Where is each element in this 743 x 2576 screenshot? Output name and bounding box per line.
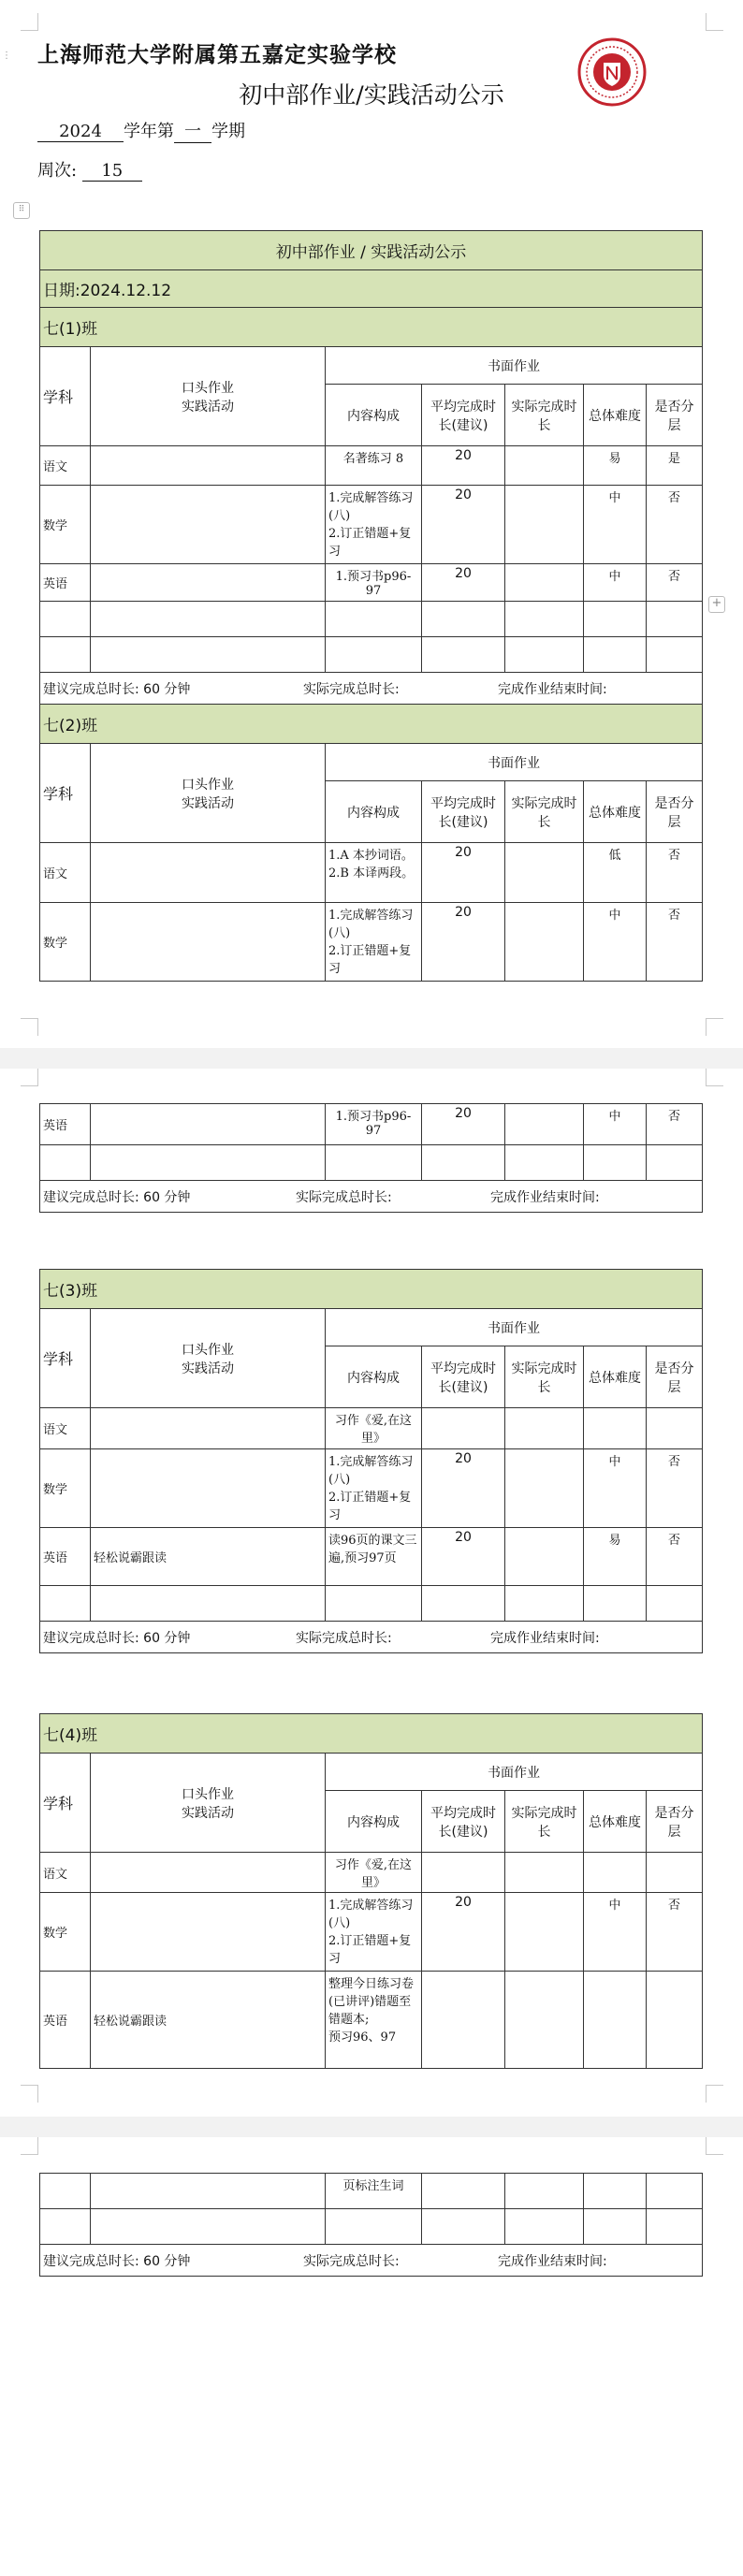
cell-time: 20 <box>422 1449 505 1528</box>
table-date: 日期:2024.12.12 <box>40 270 703 308</box>
header-layered: 是否分层 <box>647 781 703 843</box>
cell-layered <box>647 1972 703 2069</box>
header-difficulty: 总体难度 <box>584 385 647 446</box>
cell-subject: 英语 <box>40 564 91 602</box>
footer-actual: 实际完成总时长: <box>296 1189 392 1205</box>
cell-layered: 否 <box>647 564 703 602</box>
cell-subject: 语文 <box>40 446 91 486</box>
table-footer <box>40 673 703 705</box>
table-drag-handle[interactable]: ⠿ <box>13 202 30 219</box>
week-value: 15 <box>82 161 142 182</box>
cell-content: 1.A 本抄词语。2.B 本译两段。 <box>326 843 422 903</box>
homework-table-part-2 <box>39 1103 703 1213</box>
cell-actual <box>505 843 584 903</box>
cell-layered: 否 <box>647 1449 703 1528</box>
cell-actual <box>505 1528 584 1586</box>
cell-oral <box>91 903 326 982</box>
table-row <box>40 903 703 982</box>
page-2 <box>0 1069 743 2117</box>
table-row <box>40 1853 703 1893</box>
cell-content: 1.完成解答练习(八) 2.订正错题+复习 <box>326 1893 422 1972</box>
cell-oral <box>91 843 326 903</box>
cell-content: 读96页的课文三遍,预习97页 <box>326 1528 422 1586</box>
cell-subject: 语文 <box>40 1853 91 1893</box>
cell-oral <box>91 1893 326 1972</box>
class-title: 七(1)班 <box>40 308 703 347</box>
cell-difficulty: 易 <box>584 446 647 486</box>
cell-content: 1.完成解答练习(八) 2.订正错题+复习 <box>326 1449 422 1528</box>
footer-suggest: 建议完成总时长: 60 分钟 <box>43 2253 191 2269</box>
table-row-empty <box>40 1145 703 1181</box>
footer-actual: 实际完成总时长: <box>303 2253 400 2269</box>
cell-oral <box>91 564 326 602</box>
cell-actual <box>505 446 584 486</box>
cell-time: 20 <box>422 564 505 602</box>
header-oral: 口头作业 实践活动 <box>91 1754 326 1853</box>
cell-oral <box>91 486 326 564</box>
table-row <box>40 1408 703 1449</box>
cell-layered: 否 <box>647 486 703 564</box>
cell-time: 20 <box>422 446 505 486</box>
cell-subject: 语文 <box>40 1408 91 1449</box>
footer-suggest: 建议完成总时长: 60 分钟 <box>43 1630 191 1646</box>
header-oral: 口头作业 实践活动 <box>91 347 326 446</box>
cell-oral <box>91 1853 326 1893</box>
header-difficulty: 总体难度 <box>584 1791 647 1853</box>
table-row <box>40 843 703 903</box>
footer-end: 完成作业结束时间: <box>498 2253 607 2269</box>
cell-oral: 轻松说霸跟读 <box>91 1972 326 2069</box>
header-written: 书面作业 <box>326 347 703 385</box>
header-actual-time: 实际完成时长 <box>505 781 584 843</box>
cell-actual <box>505 1408 584 1449</box>
term-suffix: 学期 <box>211 122 245 141</box>
cell-difficulty <box>584 1408 647 1449</box>
cell-subject: 语文 <box>40 843 91 903</box>
cell-subject: 数学 <box>40 1449 91 1528</box>
header-oral: 口头作业 实践活动 <box>91 1309 326 1408</box>
cell-oral: 轻松说霸跟读 <box>91 1528 326 1586</box>
class-title: 七(4)班 <box>40 1714 703 1754</box>
cell-actual <box>505 903 584 982</box>
cell-time: 20 <box>422 843 505 903</box>
footer-end: 完成作业结束时间: <box>490 1189 600 1205</box>
header-content: 内容构成 <box>326 385 422 446</box>
cell-difficulty <box>584 1853 647 1893</box>
cell-time: 20 <box>422 903 505 982</box>
week-label: 周次: <box>37 161 78 181</box>
page-corner-mark <box>21 13 38 31</box>
cell-layered: 是 <box>647 446 703 486</box>
table-row-empty <box>40 1586 703 1622</box>
page-corner-mark <box>21 1018 38 1036</box>
cell-subject: 数学 <box>40 903 91 982</box>
cell-difficulty: 中 <box>584 1449 647 1528</box>
header-avg-time: 平均完成时长(建议) <box>422 385 505 446</box>
cell-layered: 否 <box>647 1528 703 1586</box>
cell-subject: 数学 <box>40 1893 91 1972</box>
cell-actual <box>505 1853 584 1893</box>
cell-content: 1.预习书p96-97 <box>326 564 422 602</box>
header-avg-time: 平均完成时长(建议) <box>422 1346 505 1408</box>
cell-difficulty <box>584 1972 647 2069</box>
cell-time <box>422 1853 505 1893</box>
cell-difficulty: 中 <box>584 486 647 564</box>
cell-difficulty: 中 <box>584 1893 647 1972</box>
cell-difficulty: 中 <box>584 1104 647 1145</box>
school-name: 上海师范大学附属第五嘉定实验学校 <box>37 42 397 67</box>
table-row-continued <box>40 2174 703 2209</box>
cell-actual <box>505 486 584 564</box>
cell-layered: 否 <box>647 843 703 903</box>
header-written: 书面作业 <box>326 1754 703 1791</box>
homework-table-class-3 <box>39 1269 703 1653</box>
cell-content: 习作《爱,在这里》 <box>326 1408 422 1449</box>
header-subject: 学科 <box>40 347 91 446</box>
table-row <box>40 1449 703 1528</box>
page-marker: ⋮ <box>2 51 11 61</box>
cell-content: 1.完成解答练习(八) 2.订正错题+复习 <box>326 486 422 564</box>
header-subject: 学科 <box>40 744 91 843</box>
cell-time: 20 <box>422 1104 505 1145</box>
cell-subject: 数学 <box>40 486 91 564</box>
header-subject: 学科 <box>40 1309 91 1408</box>
add-column-button[interactable]: + <box>708 596 725 613</box>
cell-difficulty: 中 <box>584 903 647 982</box>
header-layered: 是否分层 <box>647 1346 703 1408</box>
cell-subject: 英语 <box>40 1104 91 1145</box>
footer-suggest: 建议完成总时长: 60 分钟 <box>43 681 191 697</box>
year-value: 2024 <box>37 122 124 142</box>
header-difficulty: 总体难度 <box>584 781 647 843</box>
class-title: 七(3)班 <box>40 1270 703 1309</box>
header-layered: 是否分层 <box>647 1791 703 1853</box>
cell-difficulty: 低 <box>584 843 647 903</box>
homework-table-class-4-cont <box>39 2173 703 2277</box>
cell-time: 20 <box>422 1893 505 1972</box>
table-row <box>40 1528 703 1586</box>
header-content: 内容构成 <box>326 781 422 843</box>
table-footer <box>40 2245 703 2277</box>
footer-suggest: 建议完成总时长: 60 分钟 <box>43 1189 191 1205</box>
cell-actual <box>505 1104 584 1145</box>
cell-oral <box>91 1104 326 1145</box>
header-subject: 学科 <box>40 1754 91 1853</box>
term-line <box>37 118 245 143</box>
header-oral: 口头作业 实践活动 <box>91 744 326 843</box>
cell-layered <box>647 1853 703 1893</box>
header-avg-time: 平均完成时长(建议) <box>422 781 505 843</box>
header-written: 书面作业 <box>326 1309 703 1346</box>
page-corner-mark <box>706 1018 723 1036</box>
cell-layered: 否 <box>647 903 703 982</box>
header-written: 书面作业 <box>326 744 703 781</box>
table-row-empty <box>40 637 703 673</box>
cell-subject: 英语 <box>40 1528 91 1586</box>
cell-time <box>422 1408 505 1449</box>
cell-content: 名著练习 8 <box>326 446 422 486</box>
header-difficulty: 总体难度 <box>584 1346 647 1408</box>
cell-layered: 否 <box>647 1104 703 1145</box>
cell-time <box>422 1972 505 2069</box>
cell-actual <box>505 1972 584 2069</box>
cell-time: 20 <box>422 486 505 564</box>
table-row-empty <box>40 602 703 637</box>
page-corner-mark <box>706 1069 723 1086</box>
table-row <box>40 1104 703 1145</box>
page-corner-mark <box>21 2085 38 2103</box>
cell-layered: 否 <box>647 1893 703 1972</box>
header-actual-time: 实际完成时长 <box>505 1346 584 1408</box>
table-row <box>40 1972 703 2069</box>
table-row <box>40 486 703 564</box>
footer-end: 完成作业结束时间: <box>498 681 607 697</box>
cell-difficulty: 易 <box>584 1528 647 1586</box>
header-content: 内容构成 <box>326 1346 422 1408</box>
page-corner-mark <box>21 2137 38 2155</box>
cell-subject: 英语 <box>40 1972 91 2069</box>
table-title: 初中部作业 / 实践活动公示 <box>40 231 703 270</box>
cell-actual <box>505 1893 584 1972</box>
page-3 <box>0 2137 743 2576</box>
footer-end: 完成作业结束时间: <box>490 1630 600 1646</box>
header-avg-time: 平均完成时长(建议) <box>422 1791 505 1853</box>
cell-content: 习作《爱,在这里》 <box>326 1853 422 1893</box>
class-title: 七(2)班 <box>40 705 703 744</box>
week-line <box>37 157 142 182</box>
cell-difficulty: 中 <box>584 564 647 602</box>
page-1 <box>0 0 743 1048</box>
table-row <box>40 1893 703 1972</box>
table-row <box>40 564 703 602</box>
cell-time: 20 <box>422 1528 505 1586</box>
table-row <box>40 446 703 486</box>
header-content: 内容构成 <box>326 1791 422 1853</box>
page-corner-mark <box>706 13 723 31</box>
cell-content: 1.预习书p96-97 <box>326 1104 422 1145</box>
cell-oral <box>91 1449 326 1528</box>
table-row-empty <box>40 2209 703 2245</box>
page-corner-mark <box>706 2085 723 2103</box>
cell-oral <box>91 446 326 486</box>
term-value: 一 <box>174 118 211 143</box>
cell-content: 1.完成解答练习(八) 2.订正错题+复习 <box>326 903 422 982</box>
homework-table-part-1 <box>39 230 703 982</box>
footer-actual: 实际完成总时长: <box>296 1630 392 1646</box>
cell-content: 整理今日练习卷(已讲评)错题至错题本; 预习96、97 <box>326 1972 422 2069</box>
header-actual-time: 实际完成时长 <box>505 1791 584 1853</box>
cell-actual <box>505 564 584 602</box>
header-actual-time: 实际完成时长 <box>505 385 584 446</box>
footer-actual: 实际完成总时长: <box>303 681 400 697</box>
cell-oral <box>91 1408 326 1449</box>
table-footer <box>40 1622 703 1653</box>
header-layered: 是否分层 <box>647 385 703 446</box>
page-corner-mark <box>706 2137 723 2155</box>
cell-actual <box>505 1449 584 1528</box>
cell-layered <box>647 1408 703 1449</box>
page-corner-mark <box>21 1069 38 1086</box>
year-suffix: 学年第 <box>124 122 174 141</box>
homework-table-class-4 <box>39 1713 703 2069</box>
document-title: 初中部作业/实践活动公示 <box>239 81 504 109</box>
cell-content: 页标注生词 <box>326 2174 422 2209</box>
table-footer <box>40 1181 703 1213</box>
